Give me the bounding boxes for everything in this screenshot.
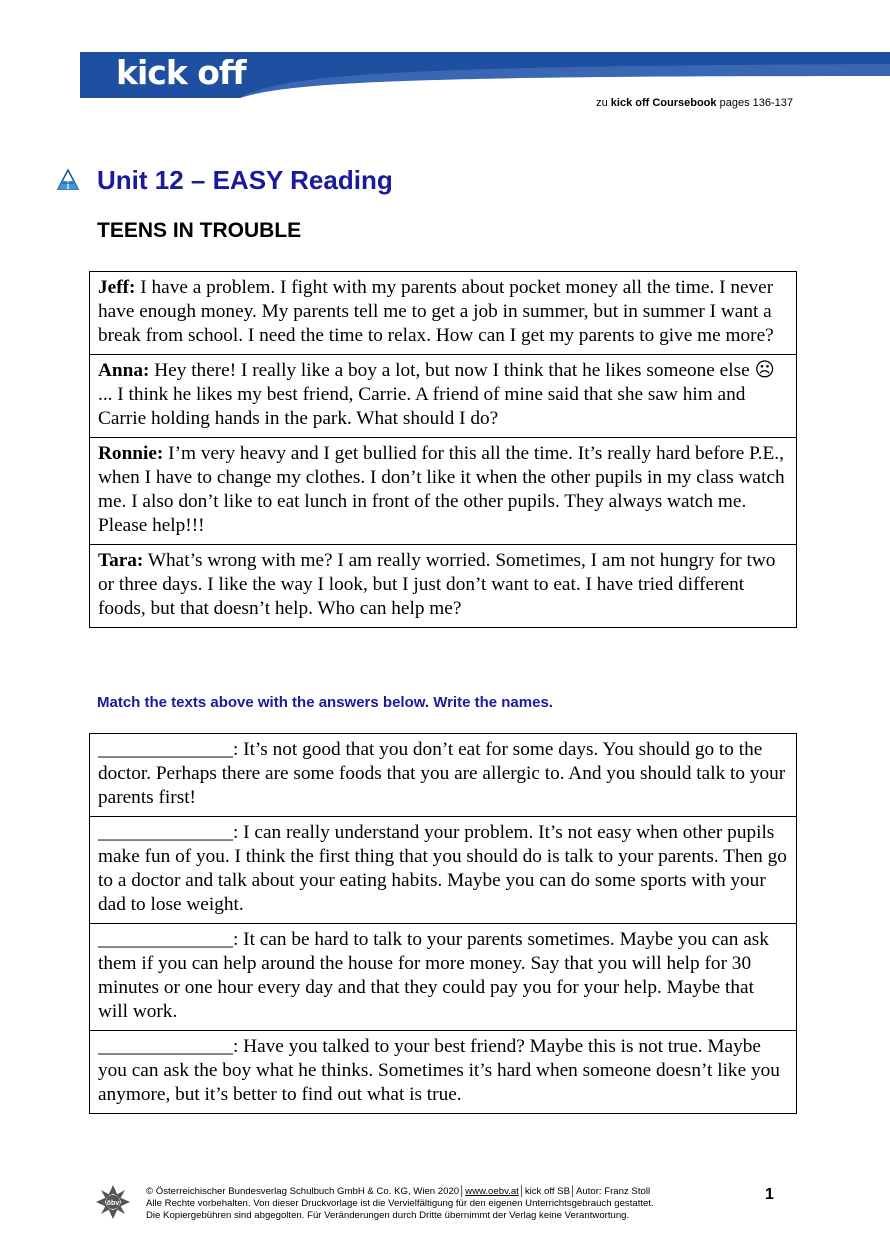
writer-name: Jeff: <box>98 277 136 298</box>
answer-cell <box>90 1031 797 1114</box>
writer-name: Tara: <box>98 550 144 571</box>
answer-cell <box>90 924 797 1031</box>
task-instruction: Match the texts above with the answers below. Write the names. <box>97 694 553 711</box>
problem-text: What’s wrong with me? I am really worried. Sometimes, I am not hungry for two or three days. I like the way I look, but I just don’t want to eat. I have tried different foods, but that doesn’t help. Who can help me? <box>98 550 776 619</box>
table-row <box>90 438 797 545</box>
name-blank[interactable]: ______________ <box>98 929 233 950</box>
table-row <box>90 272 797 355</box>
answer-text: : It’s not good that you don’t eat for some days. You should go to the doctor. Perhaps there are some foods that you are allergic to. And you should talk to your parents first! <box>98 739 786 808</box>
problem-cell <box>90 355 797 438</box>
writer-name: Ronnie: <box>98 443 164 464</box>
answer-cell <box>90 817 797 924</box>
answer-text: : Have you talked to your best friend? Maybe this is not true. Maybe you can ask the boy what he thinks. Sometimes it’s hard when someone doesn’t like you anymore, but it’s better to find out what is true. <box>98 1036 780 1105</box>
page-number: 1 <box>765 1186 774 1203</box>
name-blank[interactable]: ______________ <box>98 739 233 760</box>
ref-prefix: zu <box>596 97 608 109</box>
problem-cell <box>90 272 797 355</box>
footer-line-3: Die Kopiergebühren sind abgegolten. Für Veränderungen durch Dritte übernimmt der Verlag keine Verantwortung. <box>146 1210 630 1221</box>
ref-pages: pages 136-137 <box>719 97 793 109</box>
answers-table <box>89 733 797 1114</box>
footer-line-1 <box>146 1186 654 1198</box>
problem-text: I’m very heavy and I get bullied for this all the time. It’s really hard before P.E., when I have to change my clothes. I don’t like it when the other pupils in my class watch me. I also don’t like to eat lunch in front of the other pupils. They always watch me. Please help!!! <box>98 443 785 536</box>
table-row <box>90 924 797 1031</box>
coursebook-reference <box>596 97 793 109</box>
logo-text: öbv <box>106 1200 120 1207</box>
problems-table <box>89 271 797 628</box>
copyright-footer <box>146 1186 654 1222</box>
problem-text: I have a problem. I fight with my parents about pocket money all the time. I never have enough money. My parents tell me to get a job in summer, but in summer I want a break from school. I need the time to relax. How can I get my parents to give me more? <box>98 277 774 346</box>
table-row <box>90 1031 797 1114</box>
copyright-text: © Österreichischer Bundesverlag Schulbuch GmbH & Co. KG, Wien 2020│ <box>146 1186 466 1197</box>
table-row <box>90 355 797 438</box>
problem-cell <box>90 545 797 628</box>
answer-cell <box>90 734 797 817</box>
ref-coursebook: kick off Coursebook <box>610 97 717 109</box>
table-row <box>90 817 797 924</box>
page-title: Unit 12 – EASY Reading <box>97 165 393 195</box>
triangle-level-icon <box>57 169 79 191</box>
author-text: │kick off SB│Autor: Franz Stoll <box>518 1186 651 1197</box>
problem-cell <box>90 438 797 545</box>
table-row <box>90 545 797 628</box>
footer-line-2: Alle Rechte vorbehalten. Von dieser Druckvorlage ist die Vervielfältigung für den eigenen Unterrichtsgebrauch gestattet. <box>146 1198 654 1209</box>
brand-logo: kick off <box>116 53 246 92</box>
publisher-link[interactable]: www.oebv.at <box>465 1186 519 1197</box>
answer-text: : It can be hard to talk to your parents sometimes. Maybe you can ask them if you can help around the house for more money. Say that you will help for 30 minutes or one hour every day and that they could pay you for your help. Maybe that will work. <box>98 929 769 1022</box>
section-title: TEENS IN TROUBLE <box>97 219 302 242</box>
writer-name: Anna: <box>98 360 150 381</box>
problem-text: Hey there! I really like a boy a lot, but now I think that he likes someone else ☹ ... I think he likes my best friend, Carrie. A friend of mine said that she saw him and Carrie holding hands in the park. What should I do? <box>98 360 775 429</box>
name-blank[interactable]: ______________ <box>98 822 233 843</box>
table-row <box>90 734 797 817</box>
name-blank[interactable]: ______________ <box>98 1036 233 1057</box>
oebv-logo-icon <box>95 1184 131 1220</box>
answer-text: : I can really understand your problem. It’s not easy when other pupils make fun of you. I think the first thing that you should do is talk to your parents. Then go to a doctor and talk about your eating habits. Maybe you can do some sports with your dad to lose weight. <box>98 822 787 915</box>
